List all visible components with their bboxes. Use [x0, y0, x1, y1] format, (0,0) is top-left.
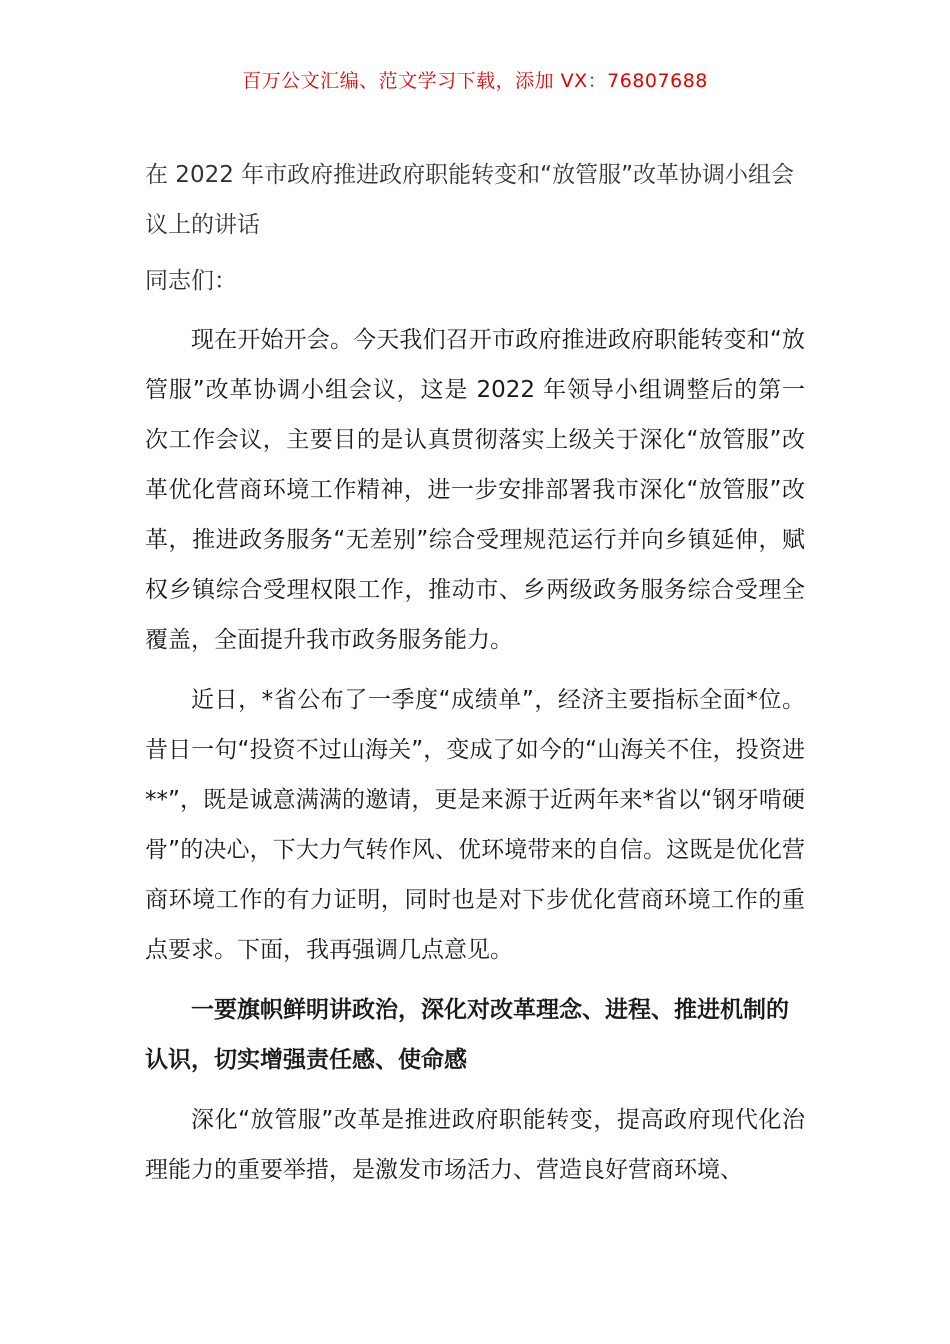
paragraph-section-1: 深化“放管服”改革是推进政府职能转变，提高政府现代化治理能力的重要举措，是激发市场活力、营造良好营商环境、	[145, 1107, 805, 1183]
document-title: 在 2022 年市政府推进政府职能转变和“放管服”改革协调小组会议上的讲话	[145, 162, 794, 238]
header-watermark-note: 百万公文汇编、范文学习下载，添加 VX：76807688	[242, 70, 708, 92]
salutation: 同志们：	[145, 268, 237, 294]
section-heading-1: 一要旗帜鲜明讲政治，深化对改革理念、进程、推进机制的认识，切实增强责任感、使命感	[145, 997, 789, 1073]
paragraph-opening: 现在开始开会。今天我们召开市政府推进政府职能转变和“放管服”改革协调小组会议，这是 2022 年领导小组调整后的第一次工作会议，主要目的是认真贯彻落实上级关于深化“放管服”改革优化营商环境工作精神，进一步安排部署我市深化“放管服”改革，推进政务服务“无差别”综合受理规范运行并向乡镇延伸，赋权乡镇综合受理权限工作，推动市、乡两级政务服务综合受理全覆盖，全面提升我市政务服务能力。	[145, 327, 805, 653]
paragraph-context: 近日，*省公布了一季度“成绩单”，经济主要指标全面*位。昔日一句“投资不过山海关”，变成了如今的“山海关不住，投资进**”，既是诚意满满的邀请，更是来源于近两年来*省以“钢牙啃硬骨”的决心，下大力气转作风、优环境带来的自信。这既是优化营商环境工作的有力证明，同时也是对下步优化营商环境工作的重点要求。下面，我再强调几点意见。	[145, 687, 805, 963]
document-body	[145, 150, 805, 1205]
